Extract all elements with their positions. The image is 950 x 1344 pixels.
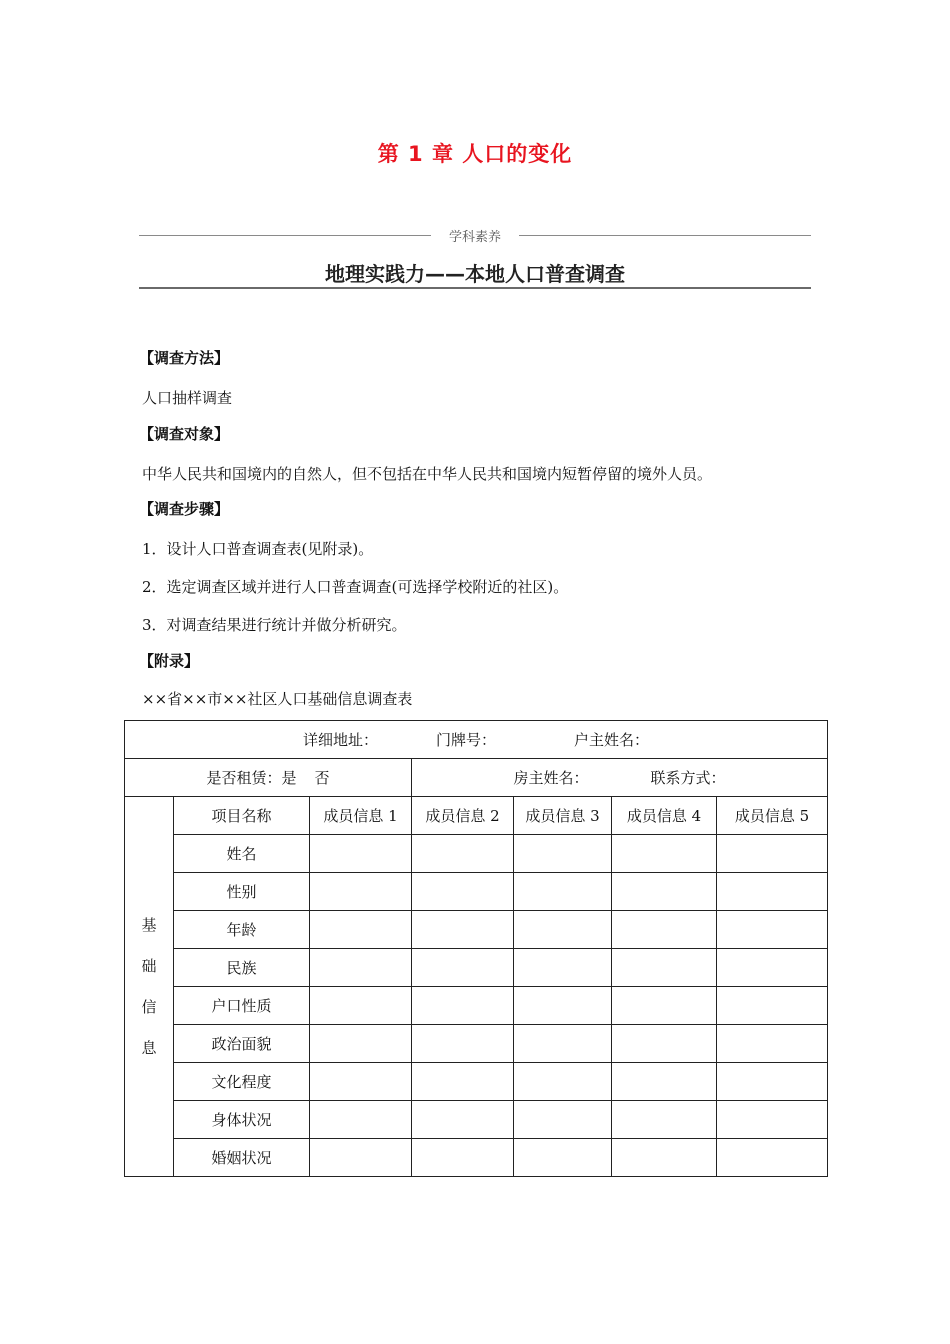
side-char: 息 (141, 1038, 157, 1057)
item-label: 性别 (174, 873, 310, 911)
data-cell (310, 835, 412, 873)
data-cell (412, 873, 514, 911)
data-cell (310, 1063, 412, 1101)
step-2: 2．选定调查区域并进行人口普查调查(可选择学校附近的社区)。 (142, 578, 569, 596)
table-row (125, 873, 828, 911)
side-char: 基 (141, 915, 157, 934)
data-cell (412, 1139, 514, 1177)
side-label-cell (125, 797, 174, 1177)
data-cell (514, 1101, 612, 1139)
data-cell (310, 949, 412, 987)
step-1: 1．设计人口普查调查表(见附录)。 (142, 540, 374, 558)
banner-label: 学科素养 (448, 230, 501, 245)
heading-method: 【调查方法】 (139, 349, 230, 367)
rent-cell (125, 759, 412, 797)
data-cell (514, 949, 612, 987)
table-row (125, 1025, 828, 1063)
data-cell (514, 1139, 612, 1177)
data-cell (310, 911, 412, 949)
side-char: 信 (141, 997, 157, 1016)
data-cell (612, 911, 717, 949)
data-cell (514, 1025, 612, 1063)
data-cell (412, 987, 514, 1025)
item-label: 姓名 (174, 835, 310, 873)
data-cell (310, 873, 412, 911)
survey-table (124, 720, 828, 1177)
data-cell (412, 949, 514, 987)
header-member-5: 成员信息 5 (717, 797, 828, 835)
data-cell (717, 1139, 828, 1177)
rent-no: 否 (314, 769, 330, 787)
header-member-3: 成员信息 3 (514, 797, 612, 835)
data-cell (514, 835, 612, 873)
heading-object: 【调查对象】 (139, 425, 230, 443)
object-text: 中华人民共和国境内的自然人，但不包括在中华人民共和国境内短暂停留的境外人员。 (142, 465, 713, 483)
header-row (125, 797, 828, 835)
section-underline (139, 287, 811, 289)
door-label: 门牌号： (435, 731, 496, 749)
item-label: 婚姻状况 (174, 1139, 310, 1177)
item-label: 身体状况 (174, 1101, 310, 1139)
item-label: 政治面貌 (174, 1025, 310, 1063)
data-cell (412, 1025, 514, 1063)
data-cell (412, 835, 514, 873)
item-label: 年龄 (174, 911, 310, 949)
data-cell (310, 987, 412, 1025)
data-cell (612, 1101, 717, 1139)
rent-row (125, 759, 828, 797)
address-cell (125, 721, 828, 759)
data-cell (310, 1139, 412, 1177)
chapter-title: 第 1 章 人口的变化 (377, 142, 573, 166)
data-cell (514, 873, 612, 911)
table-row (125, 987, 828, 1025)
side-char: 础 (141, 956, 157, 975)
data-cell (612, 987, 717, 1025)
data-cell (717, 835, 828, 873)
owner-label: 户主姓名： (574, 731, 650, 749)
data-cell (717, 1063, 828, 1101)
method-text: 人口抽样调查 (142, 389, 233, 407)
item-label: 文化程度 (174, 1063, 310, 1101)
data-cell (612, 949, 717, 987)
table-row (125, 911, 828, 949)
table-row (125, 1063, 828, 1101)
header-member-1: 成员信息 1 (310, 797, 412, 835)
data-cell (514, 987, 612, 1025)
data-cell (717, 1025, 828, 1063)
contact-label: 联系方式： (650, 769, 726, 787)
item-label: 民族 (174, 949, 310, 987)
heading-appendix: 【附录】 (139, 652, 200, 670)
rent-label: 是否租赁：是 (206, 769, 297, 787)
table-row (125, 1101, 828, 1139)
banner-line-left (139, 235, 431, 236)
section-title: 地理实践力——本地人口普查调查 (325, 262, 625, 286)
landlord-cell (412, 759, 828, 797)
data-cell (717, 987, 828, 1025)
data-cell (310, 1101, 412, 1139)
data-cell (612, 835, 717, 873)
step-3: 3．对调查结果进行统计并做分析研究。 (142, 616, 407, 634)
data-cell (310, 1025, 412, 1063)
data-cell (717, 1101, 828, 1139)
appendix-title: ××省××市××社区人口基础信息调查表 (142, 690, 413, 708)
data-cell (717, 911, 828, 949)
data-cell (717, 873, 828, 911)
address-label: 详细地址： (302, 731, 378, 749)
data-cell (412, 1063, 514, 1101)
header-member-4: 成员信息 4 (612, 797, 717, 835)
data-cell (612, 1139, 717, 1177)
item-label: 户口性质 (174, 987, 310, 1025)
header-item-name: 项目名称 (174, 797, 310, 835)
data-cell (612, 1063, 717, 1101)
heading-steps: 【调查步骤】 (139, 500, 230, 518)
data-cell (612, 1025, 717, 1063)
data-cell (412, 911, 514, 949)
data-cell (514, 911, 612, 949)
banner-line-right (519, 235, 811, 236)
data-cell (717, 949, 828, 987)
data-cell (412, 1101, 514, 1139)
table-row (125, 949, 828, 987)
landlord-label: 房主姓名： (513, 769, 589, 787)
header-member-2: 成员信息 2 (412, 797, 514, 835)
address-row (125, 721, 828, 759)
data-cell (612, 873, 717, 911)
table-row (125, 1139, 828, 1177)
table-row (125, 835, 828, 873)
data-cell (514, 1063, 612, 1101)
